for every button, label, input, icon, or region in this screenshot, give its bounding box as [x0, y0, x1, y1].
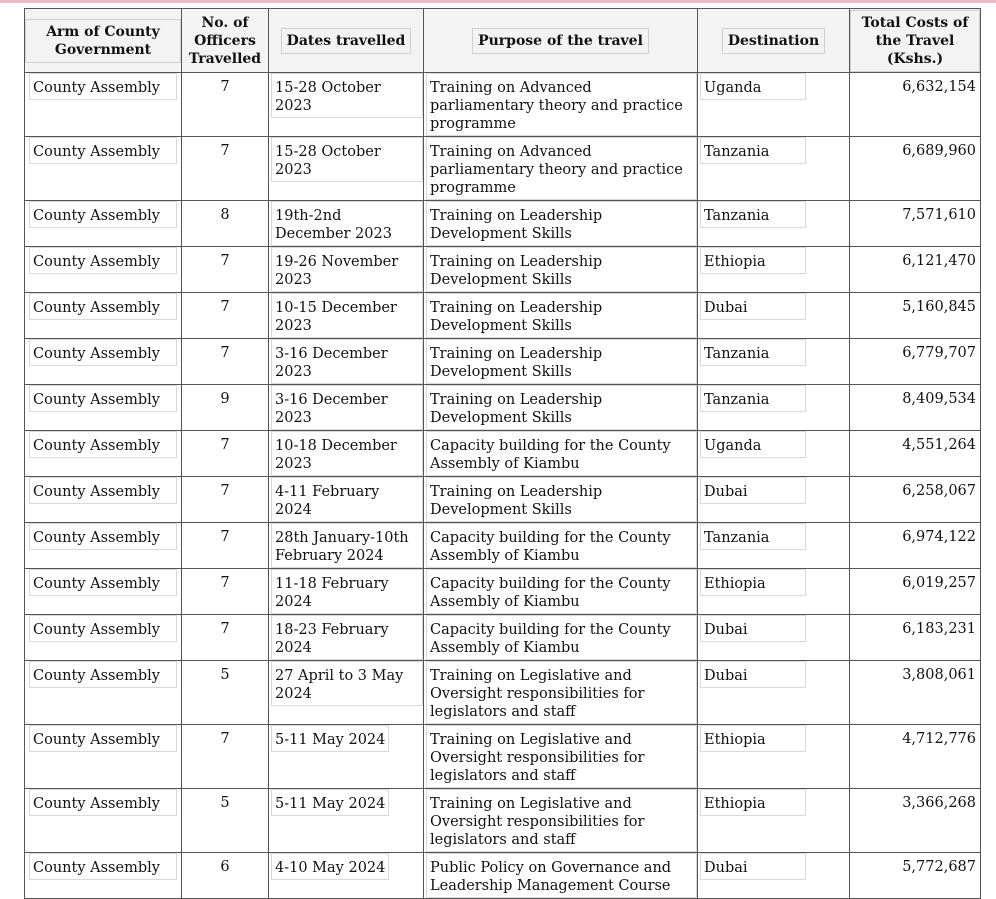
cell-arm-text: County Assembly	[29, 523, 177, 550]
cell-cost-text: 5,772,687	[902, 859, 976, 875]
cell-purpose-text: Training on Leadership Development Skills	[426, 339, 697, 384]
cell-cost	[850, 293, 981, 339]
cell-dates-text: 27 April to 3 May 2024	[271, 661, 423, 706]
cell-arm	[25, 385, 182, 431]
table-row	[25, 477, 981, 523]
cell-purpose	[424, 477, 698, 523]
cell-purpose-text: Training on Leadership Development Skills	[426, 293, 697, 338]
cell-officers	[182, 725, 269, 789]
cell-purpose	[424, 431, 698, 477]
cell-arm-text: County Assembly	[29, 385, 177, 412]
cell-purpose-text: Training on Leadership Development Skills	[426, 201, 697, 246]
table-row	[25, 725, 981, 789]
cell-destination-text: Ethiopia	[700, 569, 806, 596]
cell-dates	[269, 661, 424, 725]
cell-destination	[698, 137, 850, 201]
cell-dates	[269, 247, 424, 293]
cell-cost	[850, 385, 981, 431]
cell-cost-text: 6,019,257	[902, 575, 976, 591]
cell-dates-text: 4-10 May 2024	[271, 853, 389, 880]
cell-purpose-text: Training on Legislative and Oversight responsibilities for legislators and staff	[426, 661, 697, 724]
cell-arm	[25, 431, 182, 477]
table-row	[25, 853, 981, 899]
cell-dates-text: 10-18 December 2023	[271, 431, 423, 476]
cell-officers-text: 7	[220, 621, 230, 637]
cell-destination-text: Tanzania	[700, 523, 806, 550]
cell-purpose-text: Training on Legislative and Oversight responsibilities for legislators and staff	[426, 789, 697, 852]
cell-officers	[182, 73, 269, 137]
cell-arm-text: County Assembly	[29, 725, 177, 752]
cell-purpose	[424, 569, 698, 615]
cell-arm	[25, 569, 182, 615]
cell-officers-text: 5	[220, 667, 230, 683]
header-purpose	[424, 9, 698, 73]
cell-cost	[850, 615, 981, 661]
cell-dates-text: 19th-2nd December 2023	[271, 201, 423, 246]
table-row	[25, 661, 981, 725]
cell-destination-text: Uganda	[700, 431, 806, 458]
cell-dates	[269, 293, 424, 339]
cell-purpose	[424, 523, 698, 569]
cell-destination-text: Dubai	[700, 293, 806, 320]
cell-destination-text: Uganda	[700, 73, 806, 100]
cell-officers-text: 7	[220, 253, 230, 269]
cell-cost-text: 6,689,960	[902, 143, 976, 159]
cell-purpose-text: Capacity building for the County Assembly of Kiambu	[426, 431, 697, 476]
cell-arm-text: County Assembly	[29, 339, 177, 366]
cell-cost-text: 4,712,776	[902, 731, 976, 747]
cell-cost-text: 8,409,534	[902, 391, 976, 407]
cell-purpose	[424, 293, 698, 339]
cell-dates-text: 3-16 December 2023	[271, 385, 423, 430]
cell-dates-text: 18-23 February 2024	[271, 615, 423, 660]
cell-destination	[698, 661, 850, 725]
cell-cost-text: 6,121,470	[902, 253, 976, 269]
cell-destination	[698, 339, 850, 385]
cell-dates	[269, 477, 424, 523]
cell-cost	[850, 73, 981, 137]
travel-table-container	[24, 8, 981, 899]
header-arm-label: Arm of County Government	[25, 19, 181, 63]
cell-dates	[269, 385, 424, 431]
table-row	[25, 569, 981, 615]
table-row	[25, 523, 981, 569]
header-destination	[698, 9, 850, 73]
cell-cost-text: 6,258,067	[902, 483, 976, 499]
header-dates-label: Dates travelled	[281, 28, 412, 54]
cell-cost	[850, 431, 981, 477]
cell-cost	[850, 247, 981, 293]
cell-officers	[182, 385, 269, 431]
header-officers	[182, 9, 269, 73]
cell-purpose-text: Training on Advanced parliamentary theory and practice programme	[426, 73, 697, 136]
table-row	[25, 293, 981, 339]
cell-arm-text: County Assembly	[29, 477, 177, 504]
cell-dates	[269, 569, 424, 615]
cell-arm	[25, 853, 182, 899]
cell-arm-text: County Assembly	[29, 247, 177, 274]
cell-officers	[182, 661, 269, 725]
cell-officers	[182, 137, 269, 201]
cell-destination-text: Tanzania	[700, 137, 806, 164]
cell-cost-text: 6,632,154	[902, 79, 976, 95]
cell-officers-text: 8	[220, 207, 230, 223]
cell-arm-text: County Assembly	[29, 201, 177, 228]
cell-officers-text: 6	[220, 859, 230, 875]
table-header-row	[25, 9, 981, 73]
cell-cost	[850, 477, 981, 523]
cell-cost	[850, 201, 981, 247]
cell-destination	[698, 431, 850, 477]
table-row	[25, 385, 981, 431]
cell-dates	[269, 615, 424, 661]
table-row	[25, 137, 981, 201]
cell-purpose-text: Capacity building for the County Assembly of Kiambu	[426, 523, 697, 568]
cell-arm	[25, 137, 182, 201]
cell-purpose	[424, 385, 698, 431]
cell-destination-text: Ethiopia	[700, 247, 806, 274]
cell-cost	[850, 569, 981, 615]
cell-dates-text: 5-11 May 2024	[271, 789, 389, 816]
cell-officers-text: 9	[220, 391, 230, 407]
header-cost	[850, 9, 981, 73]
cell-purpose	[424, 137, 698, 201]
cell-arm	[25, 789, 182, 853]
cell-cost-text: 6,779,707	[902, 345, 976, 361]
cell-purpose	[424, 615, 698, 661]
table-row	[25, 339, 981, 385]
cell-officers-text: 7	[220, 79, 230, 95]
cell-officers	[182, 247, 269, 293]
cell-arm	[25, 477, 182, 523]
cell-cost	[850, 725, 981, 789]
cell-officers	[182, 569, 269, 615]
cell-dates	[269, 431, 424, 477]
cell-arm	[25, 615, 182, 661]
cell-destination-text: Dubai	[700, 615, 806, 642]
cell-dates-text: 5-11 May 2024	[271, 725, 389, 752]
cell-dates	[269, 201, 424, 247]
cell-dates	[269, 853, 424, 899]
cell-purpose	[424, 853, 698, 899]
cell-dates	[269, 73, 424, 137]
cell-destination	[698, 385, 850, 431]
cell-destination	[698, 293, 850, 339]
cell-destination-text: Tanzania	[700, 201, 806, 228]
cell-destination	[698, 853, 850, 899]
cell-dates	[269, 339, 424, 385]
cell-purpose	[424, 73, 698, 137]
header-purpose-label: Purpose of the travel	[472, 28, 649, 54]
cell-destination	[698, 247, 850, 293]
cell-arm	[25, 247, 182, 293]
cell-destination	[698, 789, 850, 853]
cell-officers-text: 7	[220, 437, 230, 453]
cell-dates-text: 3-16 December 2023	[271, 339, 423, 384]
table-row	[25, 247, 981, 293]
cell-arm	[25, 201, 182, 247]
header-officers-label: No. of Officers Travelled	[188, 14, 262, 67]
cell-purpose	[424, 201, 698, 247]
cell-purpose-text: Training on Leadership Development Skills	[426, 477, 697, 522]
cell-arm	[25, 661, 182, 725]
cell-arm-text: County Assembly	[29, 661, 177, 688]
table-body	[25, 73, 981, 899]
table-row	[25, 201, 981, 247]
cell-officers-text: 7	[220, 483, 230, 499]
cell-cost	[850, 853, 981, 899]
cell-destination-text: Dubai	[700, 661, 806, 688]
cell-destination	[698, 569, 850, 615]
cell-dates-text: 4-11 February 2024	[271, 477, 423, 522]
cell-cost-text: 3,366,268	[902, 795, 976, 811]
cell-arm	[25, 339, 182, 385]
cell-arm-text: County Assembly	[29, 293, 177, 320]
cell-destination	[698, 477, 850, 523]
cell-purpose-text: Training on Leadership Development Skills	[426, 385, 697, 430]
cell-dates-text: 15-28 October 2023	[271, 137, 423, 182]
cell-destination-text: Dubai	[700, 477, 806, 504]
cell-arm-text: County Assembly	[29, 615, 177, 642]
cell-purpose-text: Training on Advanced parliamentary theory and practice programme	[426, 137, 697, 200]
header-cost-label: Total Costs of the Travel (Kshs.)	[850, 10, 980, 72]
cell-cost-text: 3,808,061	[902, 667, 976, 683]
cell-arm-text: County Assembly	[29, 431, 177, 458]
cell-cost-text: 5,160,845	[902, 299, 976, 315]
cell-officers-text: 7	[220, 299, 230, 315]
cell-dates-text: 19-26 November 2023	[271, 247, 423, 292]
cell-cost-text: 4,551,264	[902, 437, 976, 453]
cell-cost-text: 6,974,122	[902, 529, 976, 545]
table-row	[25, 789, 981, 853]
cell-officers	[182, 615, 269, 661]
cell-purpose-text: Training on Legislative and Oversight responsibilities for legislators and staff	[426, 725, 697, 788]
table-row	[25, 431, 981, 477]
cell-officers	[182, 293, 269, 339]
cell-purpose	[424, 339, 698, 385]
cell-destination	[698, 615, 850, 661]
cell-cost	[850, 137, 981, 201]
cell-arm	[25, 725, 182, 789]
cell-officers	[182, 789, 269, 853]
cell-officers	[182, 477, 269, 523]
table-row	[25, 73, 981, 137]
cell-officers	[182, 201, 269, 247]
cell-purpose	[424, 789, 698, 853]
cell-destination	[698, 725, 850, 789]
header-arm	[25, 9, 182, 73]
cell-dates-text: 28th January-10th February 2024	[271, 523, 423, 568]
header-destination-label: Destination	[722, 28, 825, 54]
cell-cost	[850, 523, 981, 569]
cell-arm-text: County Assembly	[29, 137, 177, 164]
cell-destination	[698, 201, 850, 247]
cell-officers	[182, 523, 269, 569]
cell-arm	[25, 73, 182, 137]
cell-purpose-text: Capacity building for the County Assembly of Kiambu	[426, 615, 697, 660]
cell-officers	[182, 853, 269, 899]
cell-officers-text: 7	[220, 529, 230, 545]
cell-arm	[25, 293, 182, 339]
cell-arm-text: County Assembly	[29, 789, 177, 816]
foreign-travel-table	[24, 8, 981, 899]
top-accent-line	[0, 0, 996, 3]
cell-officers-text: 7	[220, 345, 230, 361]
cell-officers	[182, 339, 269, 385]
cell-destination	[698, 523, 850, 569]
cell-destination-text: Ethiopia	[700, 725, 806, 752]
cell-dates-text: 15-28 October 2023	[271, 73, 423, 118]
cell-purpose	[424, 661, 698, 725]
cell-destination-text: Tanzania	[700, 385, 806, 412]
cell-purpose-text: Capacity building for the County Assembly of Kiambu	[426, 569, 697, 614]
cell-destination-text: Tanzania	[700, 339, 806, 366]
cell-arm	[25, 523, 182, 569]
cell-purpose-text: Training on Leadership Development Skills	[426, 247, 697, 292]
cell-dates	[269, 789, 424, 853]
cell-cost-text: 6,183,231	[902, 621, 976, 637]
table-row	[25, 615, 981, 661]
cell-officers-text: 5	[220, 795, 230, 811]
cell-dates	[269, 137, 424, 201]
header-dates	[269, 9, 424, 73]
cell-arm-text: County Assembly	[29, 73, 177, 100]
cell-cost-text: 7,571,610	[902, 207, 976, 223]
cell-officers	[182, 431, 269, 477]
cell-dates	[269, 725, 424, 789]
cell-officers-text: 7	[220, 575, 230, 591]
cell-dates-text: 10-15 December 2023	[271, 293, 423, 338]
cell-dates-text: 11-18 February 2024	[271, 569, 423, 614]
cell-destination-text: Ethiopia	[700, 789, 806, 816]
cell-officers-text: 7	[220, 731, 230, 747]
cell-purpose	[424, 247, 698, 293]
cell-destination	[698, 73, 850, 137]
cell-arm-text: County Assembly	[29, 853, 177, 880]
cell-purpose	[424, 725, 698, 789]
cell-cost	[850, 339, 981, 385]
cell-cost	[850, 789, 981, 853]
cell-destination-text: Dubai	[700, 853, 806, 880]
cell-dates	[269, 523, 424, 569]
cell-purpose-text: Public Policy on Governance and Leadership Management Course	[426, 853, 697, 898]
cell-cost	[850, 661, 981, 725]
cell-officers-text: 7	[220, 143, 230, 159]
cell-arm-text: County Assembly	[29, 569, 177, 596]
